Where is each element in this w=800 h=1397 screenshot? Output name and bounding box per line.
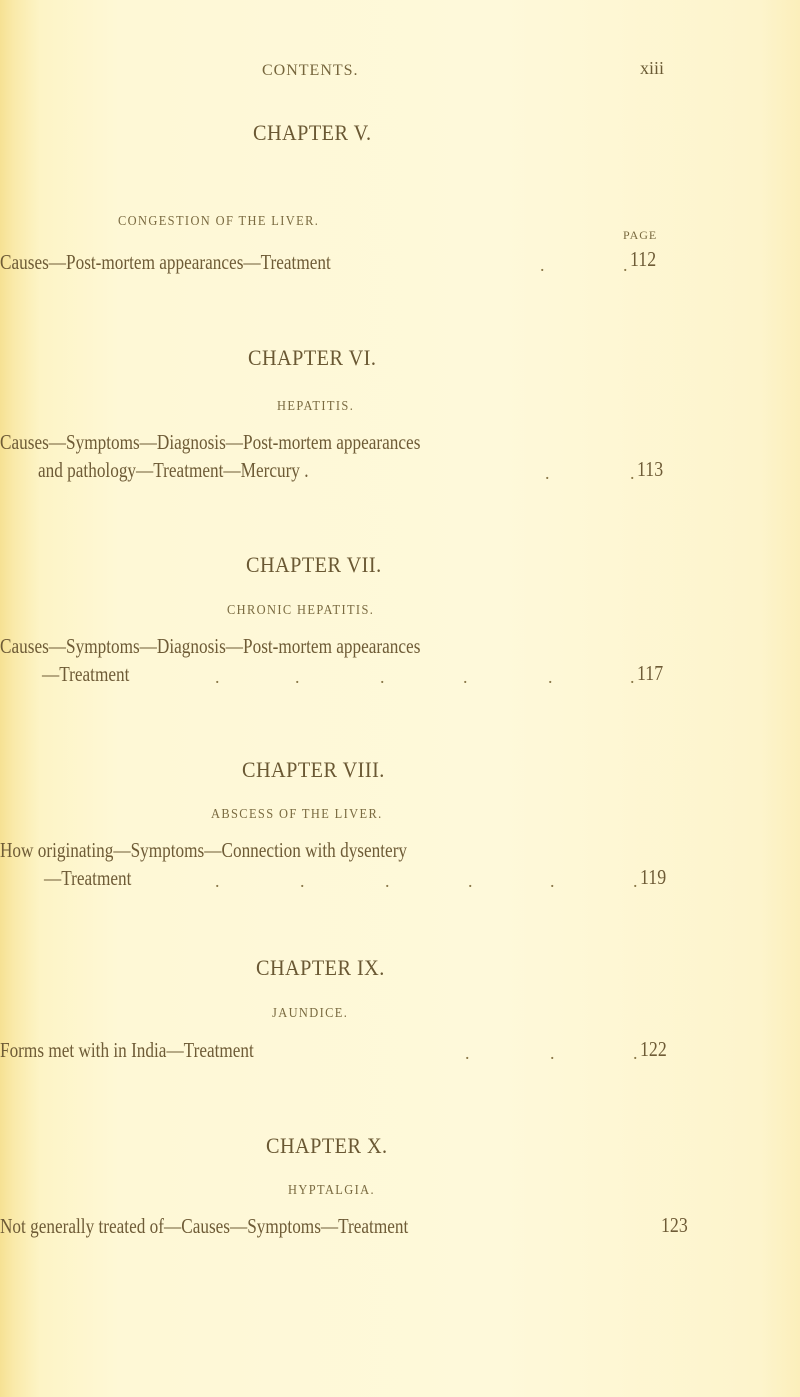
chapter-title: CHAPTER V. bbox=[253, 120, 372, 145]
chapter-subject: HEPATITIS. bbox=[277, 398, 355, 413]
leader-dot: . bbox=[295, 667, 300, 687]
chapter-title: CHAPTER X. bbox=[266, 1133, 388, 1158]
leader-dot: . bbox=[215, 871, 220, 891]
leader-dot: . bbox=[215, 667, 220, 687]
page-column-label: PAGE bbox=[623, 228, 658, 242]
toc-page-number: 113 bbox=[637, 457, 664, 481]
leader-dot: . bbox=[550, 871, 555, 891]
chapter-subject: HYPTALGIA. bbox=[288, 1182, 375, 1197]
chapter-title: CHAPTER VII. bbox=[246, 552, 382, 577]
leader-dot: . bbox=[380, 667, 385, 687]
leader-dot: . bbox=[385, 871, 390, 891]
leader-dot: . bbox=[633, 1043, 638, 1063]
leader-dot: . bbox=[540, 255, 545, 275]
toc-entry-line: —Treatment bbox=[44, 866, 132, 890]
chapter-subject: CHRONIC HEPATITIS. bbox=[227, 602, 375, 617]
leader-dot: . bbox=[300, 871, 305, 891]
toc-page-number: 117 bbox=[637, 661, 664, 685]
leader-dot: . bbox=[545, 463, 550, 483]
leader-dot: . bbox=[630, 667, 635, 687]
leader-dot: . bbox=[465, 1043, 470, 1063]
toc-page-number: 119 bbox=[640, 865, 667, 889]
toc-entry-line: Causes—Post-mortem appearances—Treatment bbox=[0, 250, 331, 274]
chapter-subject: ABSCESS OF THE LIVER. bbox=[211, 806, 383, 821]
toc-entry-line: and pathology—Treatment—Mercury . bbox=[38, 458, 309, 482]
page-number-folio: xiii bbox=[640, 58, 665, 78]
toc-page-number: 123 bbox=[661, 1213, 688, 1237]
leader-dot: . bbox=[550, 1043, 555, 1063]
chapter-title: CHAPTER VIII. bbox=[242, 757, 385, 782]
chapter-title: CHAPTER IX. bbox=[256, 955, 385, 980]
toc-entry-line: —Treatment bbox=[42, 662, 130, 686]
leader-dot: . bbox=[548, 667, 553, 687]
leader-dot: . bbox=[463, 667, 468, 687]
toc-entry-line: How originating—Symptoms—Connection with dysentery bbox=[0, 838, 408, 862]
running-head: CONTENTS. bbox=[262, 62, 359, 79]
leader-dot: . bbox=[630, 463, 635, 483]
toc-entry-line: Causes—Symptoms—Diagnosis—Post-mortem appearances bbox=[0, 430, 421, 454]
toc-page-number: 112 bbox=[630, 247, 657, 271]
leader-dot: . bbox=[468, 871, 473, 891]
leader-dot: . bbox=[633, 871, 638, 891]
chapter-subject: JAUNDICE. bbox=[272, 1005, 349, 1020]
chapter-title: CHAPTER VI. bbox=[248, 345, 377, 370]
toc-entry-line: Not generally treated of—Causes—Symptoms—Treatment bbox=[0, 1214, 409, 1238]
leader-dot: . bbox=[623, 255, 628, 275]
toc-entry-line: Forms met with in India—Treatment bbox=[0, 1038, 254, 1062]
toc-page-number: 122 bbox=[640, 1037, 667, 1061]
chapter-subject: CONGESTION OF THE LIVER. bbox=[118, 213, 320, 228]
toc-entry-line: Causes—Symptoms—Diagnosis—Post-mortem appearances bbox=[0, 634, 421, 658]
